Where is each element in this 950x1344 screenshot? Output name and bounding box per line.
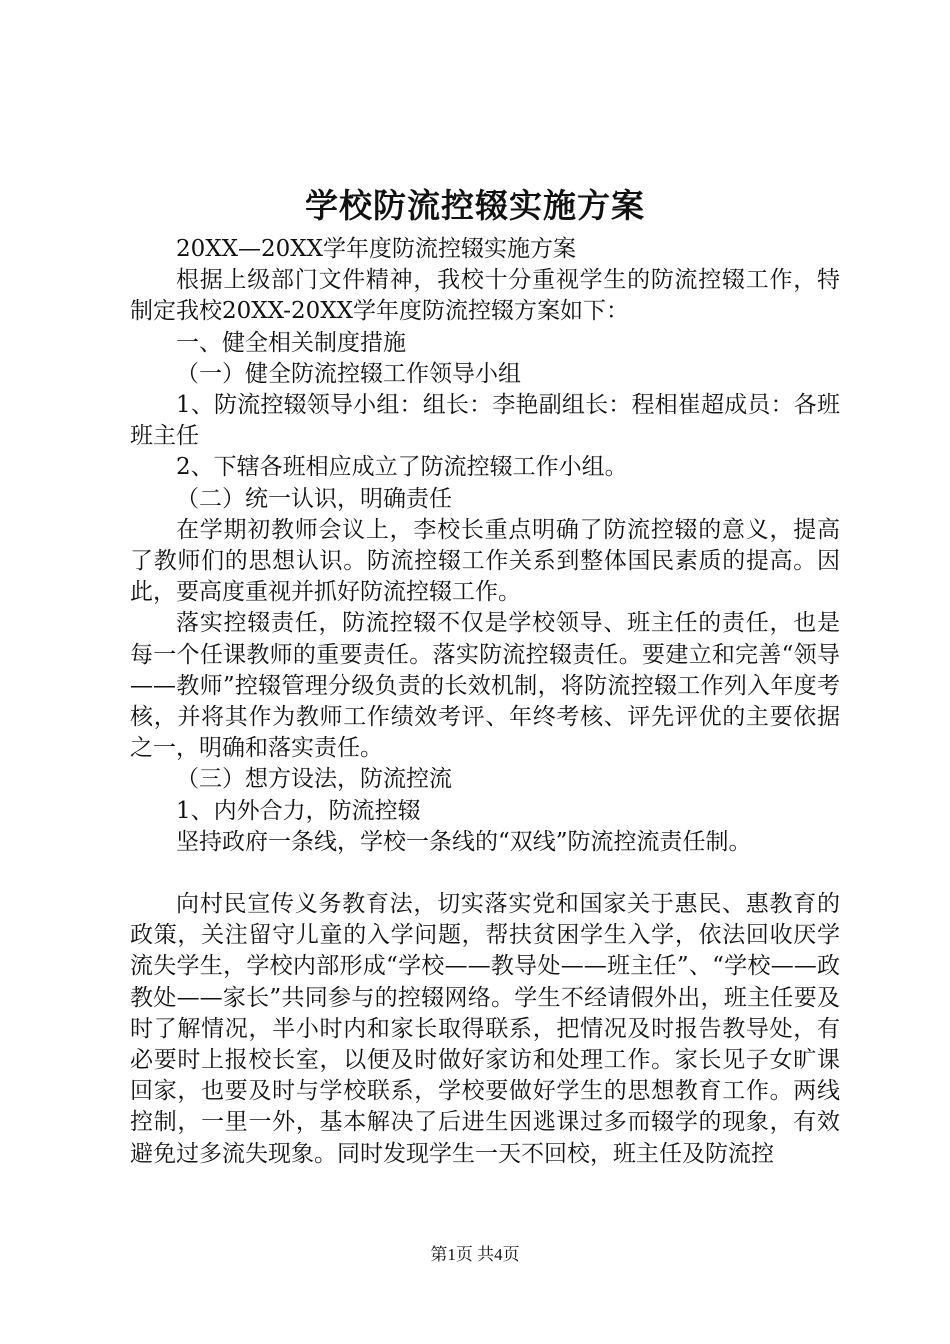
- paragraph-teacher-meeting: 在学期初教师会议上，李校长重点明确了防流控辍的意义，提高了教师们的思想认识。防流控辍工作关系到整体国民素质的提高。因此，要高度重视并抓好防流控辍工作。: [130, 516, 840, 606]
- heading-item-1: 1、内外合力，防流控辍: [176, 797, 421, 824]
- heading-subsection-3: （三）想方设法，防流控流: [176, 766, 452, 793]
- paragraph-class-groups: 2、下辖各班相应成立了防流控辍工作小组。: [176, 454, 628, 481]
- heading-subsection-2: （二）统一认识，明确责任: [176, 485, 452, 512]
- paragraph-publicity: 向村民宣传义务教育法，切实落实党和国家关于惠民、惠教育的政策，关注留守儿童的入学问题，帮扶贫困学生入学，依法回收厌学流失学生，学校内部形成“学校——教导处——班主任”、“学校——政教处——家长”共同参与的控辍网络。学生不经请假外出，班主任要及时了解情况，半小时内和家长取得联系，把情况及时报告教导处，有必要时上报校长室，以便及时做好家访和处理工作。家长见子女旷课回家，也要及时与学校联系，学校要做好学生的思想教育工作。两线控制，一里一外，基本解决了后进生因逃课过多而辍学的现象，有效避免过多流失现象。同时发现学生一天不回校，班主任及防流控: [130, 891, 840, 1167]
- heading-subsection-1: （一）健全防流控辍工作领导小组: [176, 360, 521, 387]
- page-footer: 第1页 共4页: [430, 1245, 520, 1264]
- document-title: 学校防流控辍实施方案: [305, 186, 645, 225]
- paragraph-subtitle: 20XX—20XX学年度防流控辍实施方案: [176, 236, 577, 262]
- heading-section-1: 一、健全相关制度措施: [176, 329, 406, 356]
- paragraph-responsibility: 落实控辍责任，防流控辍不仅是学校领导、班主任的责任，也是每一个任课教师的重要责任。落实防流控辍责任。要建立和完善“领导——教师”控辍管理分级负责的长效机制，将防流控辍工作列入年度考核，并将其作为教师工作绩效考评、年终考核、评先评优的主要依据之一，明确和落实责任。: [130, 610, 840, 762]
- document-body: [130, 234, 840, 1170]
- paragraph-leadership-group: 1、防流控辍领导小组：组长：李艳副组长：程相崔超成员：各班班主任: [130, 392, 840, 450]
- paragraph-double-line: 坚持政府一条线，学校一条线的“双线”防流控流责任制。: [176, 828, 752, 855]
- paragraph-intro: 根据上级部门文件精神，我校十分重视学生的防流控辍工作，特制定我校20XX-20XX学年度防流控辍方案如下：: [130, 267, 840, 325]
